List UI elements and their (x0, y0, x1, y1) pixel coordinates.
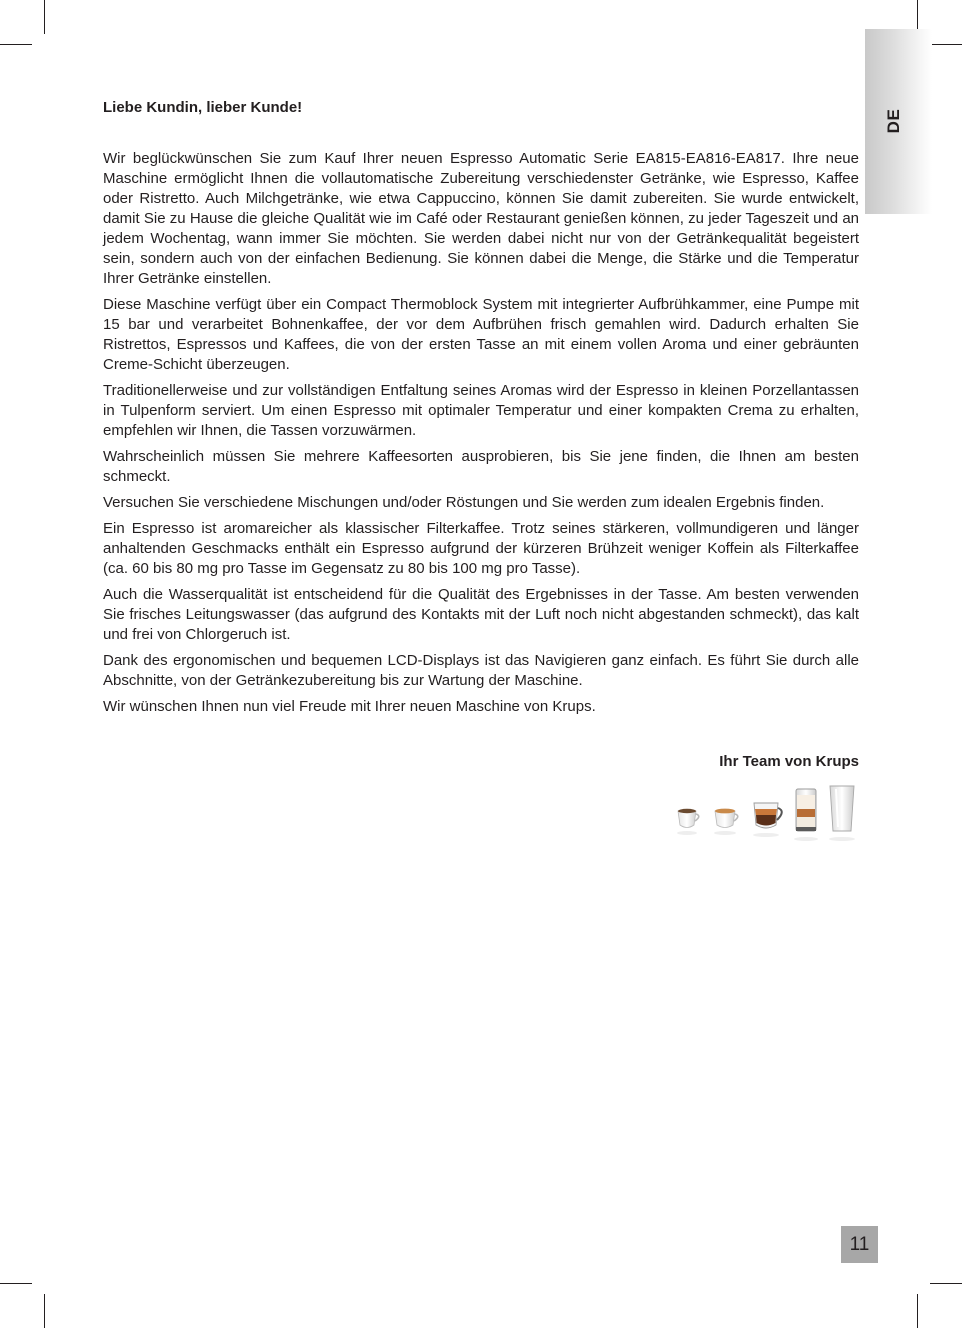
paragraph: Dank des ergonomischen und bequemen LCD-Displays ist das Navigieren ganz einfach. Es führt Sie durch alle Abschnitte, von der Getränkezubereitung bis zur Wartung der Maschine. (103, 652, 859, 689)
paragraph: Diese Maschine verfügt über ein Compact Thermoblock System mit integrierter Aufbrühkammer, eine Pumpe mit 15 bar und verarbeitet Bohnenkaffee, der vor dem Aufbrühen frisch gemahlen wird. Dadurch erhalten Sie Ristrettos, Espressos und Kaffees, die von der ersten Tasse an mit einem vollen Aroma und einer gebräunten Creme-Schicht überzeugen. (103, 296, 859, 373)
crop-mark-top-right-h (930, 44, 962, 45)
coffee-cup-icon (753, 803, 782, 837)
letter-body (103, 98, 859, 787)
language-label: DE (884, 108, 903, 134)
paragraph: Wahrscheinlich müssen Sie mehrere Kaffeesorten ausprobieren, bis Sie jene finden, die Ihnen am besten schmeckt. (103, 448, 859, 485)
paragraph: Wir beglückwünschen Sie zum Kauf Ihrer neuen Espresso Automatic Serie EA815-EA816-EA817. Ihre neue Maschine ermöglicht Ihnen die vollautomatische Zubereitung verschiedenster Getränke, wie Espresso, Kaffee oder Ristretto. Auch Milchgetränke, wie etwa Cappuccino, können Sie damit zubereiten. Sie wurde entwickelt, damit Sie zu Hause die gleiche Qualität wie im Café oder Restaurant genießen können, zu jeder Tageszeit und an jedem Wochentag, wann immer Sie möchten. Sie werden dabei nicht nur von der Getränkequalität begeistert sein, sondern auch von der einfachen Bedienung. Sie können dabei die Menge, die Stärke und die Temperatur Ihrer Getränke einstellen. (103, 150, 859, 287)
page-number: 11 (841, 1226, 878, 1263)
crop-mark-bottom-right-v (917, 1294, 918, 1328)
paragraph: Traditionellerweise und zur vollständigen Entfaltung seines Aromas wird der Espresso in kleinen Porzellantassen in Tulpenform serviert. Um einen Espresso mit optimaler Temperatur und einer kompakten Crema zu erhalten, empfehlen wir Ihnen, die Tassen vorzuwärmen. (103, 382, 859, 439)
crop-mark-top-left-v (44, 0, 45, 34)
crop-mark-bottom-right-h (930, 1283, 962, 1284)
tall-glass-icon (829, 786, 855, 841)
latte-glass-icon (794, 789, 818, 841)
ristretto-cup-icon (677, 809, 699, 835)
signature: Ihr Team von Krups (719, 753, 859, 770)
espresso-cup-icon (714, 809, 738, 835)
greeting-heading: Liebe Kundin, lieber Kunde! (103, 99, 303, 116)
crop-mark-top-left-h (0, 44, 32, 45)
drink-cups-illustration (672, 783, 862, 847)
crop-mark-bottom-left-v (44, 1294, 45, 1328)
crop-mark-bottom-left-h (0, 1283, 32, 1284)
paragraph: Auch die Wasserqualität ist entscheidend für die Qualität des Ergebnisses in der Tasse. Am besten verwenden Sie frisches Leitungswasser (das aufgrund des Kontakts mit der Luft noch nicht abgestanden schmeckt), das kalt und frei von Chlorgeruch ist. (103, 586, 859, 643)
paragraph: Wir wünschen Ihnen nun viel Freude mit Ihrer neuen Maschine von Krups. (103, 698, 596, 715)
paragraph: Ein Espresso ist aromareicher als klassischer Filterkaffee. Trotz seines stärkeren, vollmundigeren und länger anhaltenden Geschmacks enthält ein Espresso aufgrund der kürzeren Brühzeit weniger Koffein als Filterkaffee (ca. 60 bis 80 mg pro Tasse im Gegensatz zu 80 bis 100 mg pro Tasse). (103, 520, 859, 577)
paragraph: Versuchen Sie verschiedene Mischungen und/oder Röstungen und Sie werden zum idealen Ergebnis finden. (103, 494, 825, 511)
language-tab (865, 29, 932, 214)
